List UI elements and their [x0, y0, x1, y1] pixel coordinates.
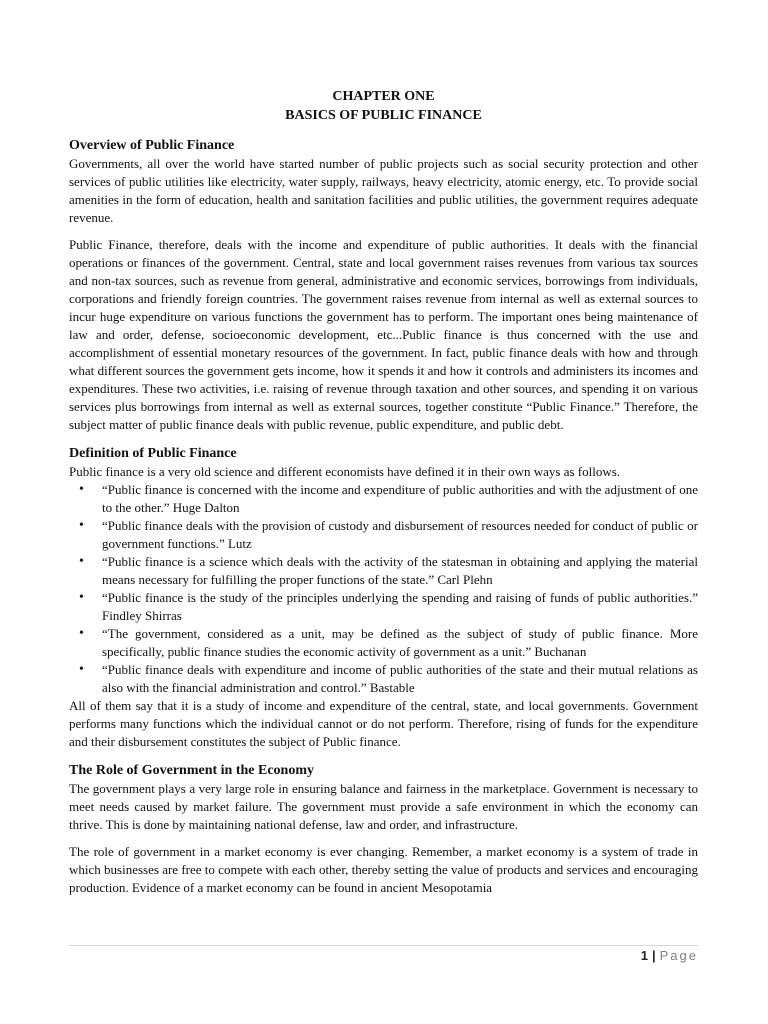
- page-footer: [641, 948, 698, 964]
- overview-paragraph-2: Public Finance, therefore, deals with the income and expenditure of public authorities. It deals with the financial operations or finances of the government. Central, state and local government raises revenues from various tax sources and non-tax sources, such as revenue from general, administrative and economic services, borrowings from individuals, corporations and friendly foreign countries. The government raises revenue from internal as well as external sources to incur huge expenditure on various functions the government has to perform. The important ones being maintenance of law and order, defense, socioeconomic development, etc...Public finance is thus concerned with the use and accomplishment of essential monetary resources of the government. In fact, public finance deals with how and through what different sources the government gets income, how it spends it and how it controls and administers its incomes and expenditures. These two activities, i.e. raising of revenue through taxation and other sources, and spending it on various services plus borrowings from internal as well as external sources, together constitute “Public Finance.” Therefore, the subject matter of public finance deals with public revenue, public expenditure, and public debt.: [69, 237, 698, 432]
- definition-intro: Public finance is a very old science and different economists have defined it in their own ways as follows.: [69, 464, 621, 479]
- chapter-subtitle: BASICS OF PUBLIC FINANCE: [285, 108, 482, 123]
- definition-item-buchanan: • “The government, considered as a unit, may be defined as the subject of study of public finance. More specifically, public finance studies the economic activity of government as a unit.” Buchanan: [69, 625, 698, 661]
- definition-item-plehn: • “Public finance is a science which deals with the activity of the statesman in obtaining and applying the material means necessary for fulfilling the proper functions of the state.” Carl Plehn: [69, 553, 698, 589]
- definition-item-shirras: • “Public finance is the study of the principles underlying the spending and raising of funds of public authorities.” Findley Shirras: [69, 589, 698, 625]
- overview-heading: Overview of Public Finance: [69, 138, 235, 153]
- page-label: Page: [659, 948, 698, 963]
- definition-summary: All of them say that it is a study of income and expenditure of the central, state, and local governments. Government performs many functions which the individual cannot or do not perform. Therefore, rising of funds for the expenditure and their disbursement constitutes the subject of Public finance.: [69, 698, 698, 749]
- definition-heading: Definition of Public Finance: [69, 446, 237, 461]
- role-paragraph-2: The role of government in a market economy is ever changing. Remember, a market economy is a system of trade in which businesses are free to compete with each other, thereby setting the value of products and services and encouraging production. Evidence of a market economy can be found in ancient Mesopotamia: [69, 844, 698, 895]
- footer-divider: [69, 945, 698, 946]
- overview-section: [69, 137, 698, 434]
- definition-list: [69, 481, 698, 697]
- overview-paragraph-1: Governments, all over the world have started number of public projects such as social security protection and other services of public utilities like electricity, water supply, railways, heavy electricity, atomic energy, etc. To provide social amenities in the form of education, health and sanitation facilities and public utilities, the government requires adequate revenue.: [69, 156, 698, 225]
- page-number: 1: [640, 948, 648, 963]
- definition-item-dalton: • “Public finance is concerned with the income and expenditure of public authorities and with the adjustment of one to the other.” Huge Dalton: [69, 481, 698, 517]
- footer-separator: |: [651, 948, 656, 963]
- role-heading: The Role of Government in the Economy: [69, 763, 314, 778]
- role-section: [69, 762, 698, 897]
- definition-section: [69, 445, 698, 751]
- document-page: [69, 87, 698, 897]
- definition-item-bastable: • “Public finance deals with expenditure and income of public authorities of the state and their mutual relations as also with the financial administration and control.” Bastable: [69, 661, 698, 697]
- chapter-title: [69, 87, 698, 125]
- chapter-number: CHAPTER ONE: [332, 89, 435, 104]
- definition-item-lutz: • “Public finance deals with the provision of custody and disbursement of resources needed for conduct of public or government functions.” Lutz: [69, 517, 698, 553]
- role-paragraph-1: The government plays a very large role in ensuring balance and fairness in the marketplace. Government is necessary to meet needs caused by market failure. The government must provide a safe environment in which the economy can thrive. This is done by maintaining national defense, law and order, and infrastructure.: [69, 781, 698, 832]
